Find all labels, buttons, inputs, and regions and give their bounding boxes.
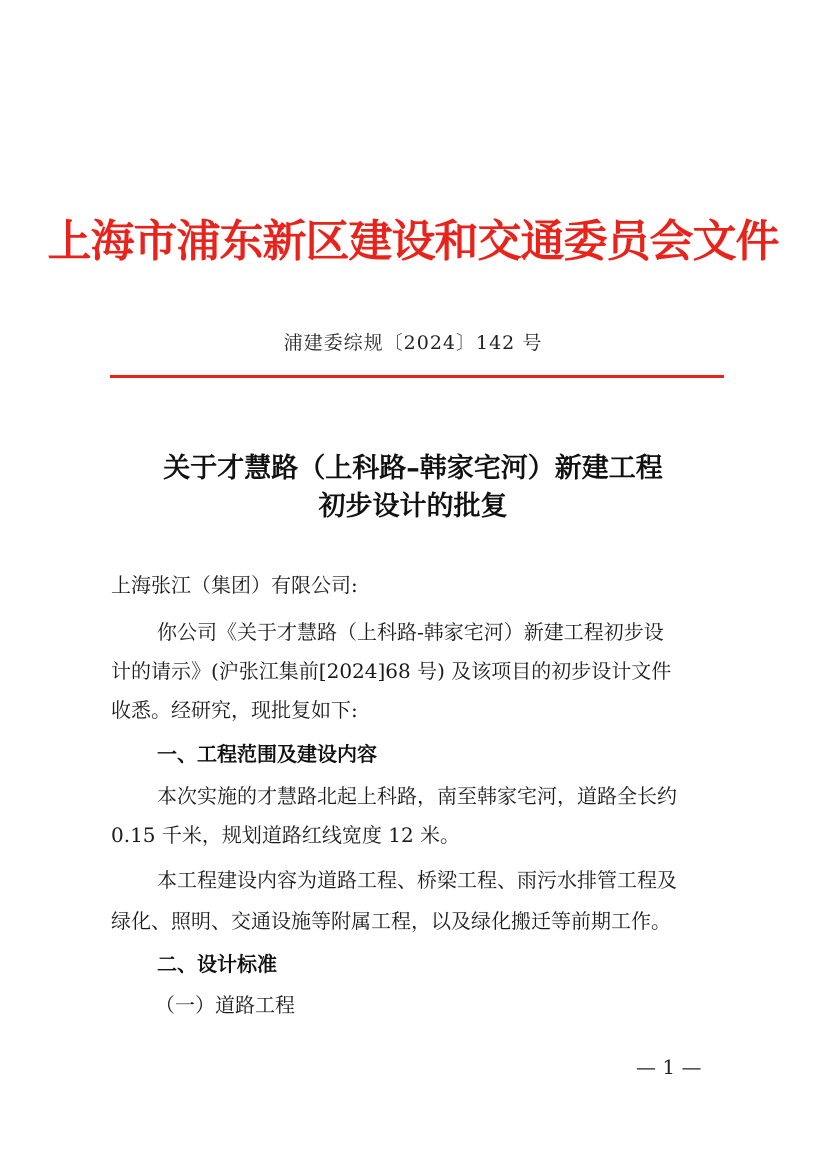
- section-1-paragraph-2-line-2: 绿化、照明、交通设施等附属工程，以及绿化搬迁等前期工作。: [111, 909, 671, 933]
- intro-line-1: 你公司《关于才慧路（上科路-韩家宅河）新建工程初步设: [157, 620, 664, 644]
- addressee: 上海张江（集团）有限公司:: [111, 573, 358, 597]
- document-number: 浦建委综规〔2024〕142 号: [283, 332, 543, 354]
- document-title-line-2: 初步设计的批复: [318, 491, 508, 522]
- issuer-title: 上海市浦东新区建设和交通委员会文件: [47, 216, 779, 267]
- section-1-paragraph-2-line-1: 本工程建设内容为道路工程、桥梁工程、雨污水排管工程及: [157, 868, 677, 892]
- intro-line-3: 收悉。经研究，现批复如下:: [111, 698, 358, 722]
- page-number: — 1 —: [636, 1055, 702, 1079]
- section-2-heading: 二、设计标准: [157, 952, 277, 976]
- document-title-line-1: 关于才慧路（上科路–韩家宅河）新建工程: [163, 453, 663, 484]
- section-1-heading: 一、工程范围及建设内容: [157, 742, 377, 766]
- red-divider-line: [110, 375, 724, 378]
- section-2-subheading-1: （一）道路工程: [155, 993, 295, 1017]
- section-1-paragraph-1-line-1: 本次实施的才慧路北起上科路，南至韩家宅河，道路全长约: [157, 784, 677, 808]
- intro-line-2: 计的请示》(沪张江集前[2024]68 号) 及该项目的初步设计文件: [111, 659, 672, 683]
- section-1-paragraph-1-line-2: 0.15 千米，规划道路红线宽度 12 米。: [111, 823, 461, 847]
